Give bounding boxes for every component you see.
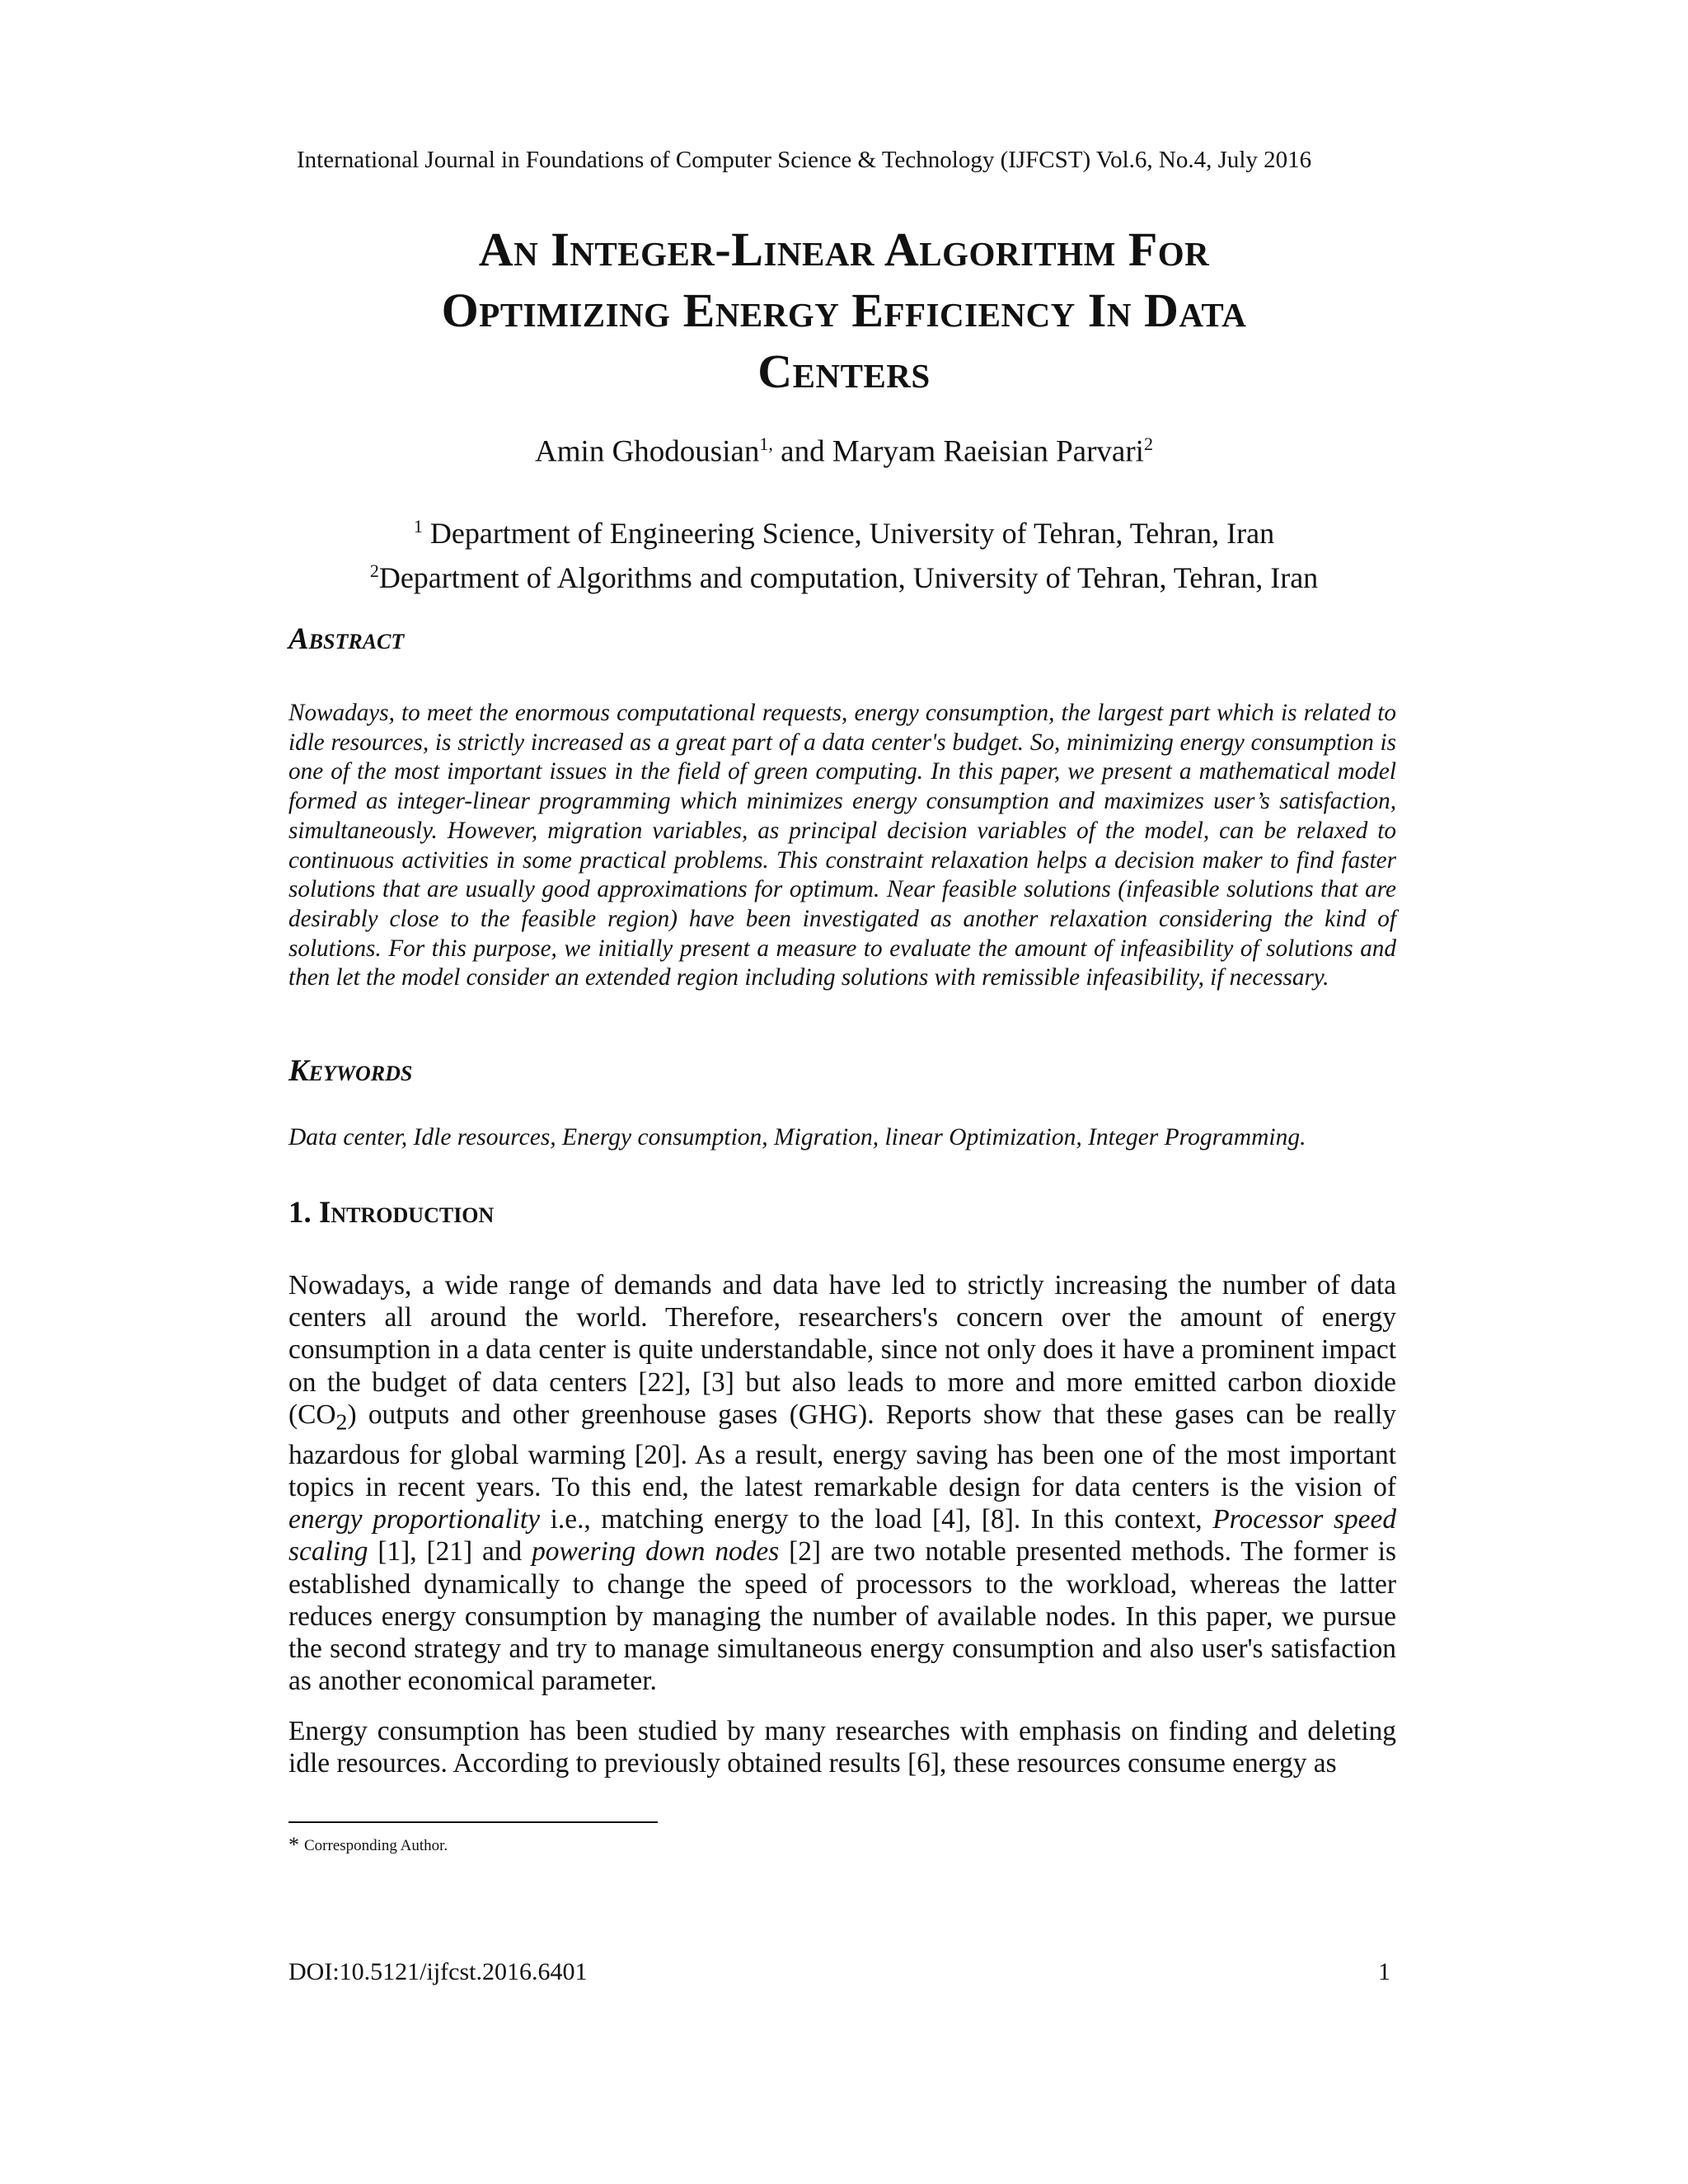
affiliation-2 [0, 552, 1688, 597]
intro-p1-part-e: [2] are two notable presented methods. The former is established dynamically to change the speed of processors to the workload, whereas the latter reduces energy consumption by managing the number of available nodes. In this paper, we pursue the second strategy and try to manage simultaneous energy consumption and also user's satisfaction as another economical parameter. [288, 1536, 1396, 1697]
author-2: Maryam Raeisian Parvari [832, 434, 1144, 469]
affiliation-1-mark: 1 [413, 516, 423, 537]
author-connector: and [772, 434, 832, 469]
affiliation-1 [0, 508, 1688, 552]
abstract-heading: Abstract [288, 622, 405, 656]
affiliation-2-text: Department of Algorithms and computation, University of Tehran, Tehran, Iran [378, 561, 1319, 594]
term-energy-proportionality: energy proportionality [288, 1504, 541, 1535]
intro-p1-part-d: [1], [21] and [368, 1536, 532, 1568]
affiliation-list [0, 508, 1688, 597]
keywords-heading: Keywords [288, 1054, 413, 1088]
keywords-text: Data center, Idle resources, Energy consumption, Migration, linear Optimization, Integer Programming. [288, 1124, 1306, 1151]
co2-subscript: 2 [335, 1409, 348, 1436]
running-header: International Journal in Foundations of Computer Science & Technology (IJFCST) Vol.6, No.4, July 2016 [297, 147, 1312, 173]
footnote-text: Corresponding Author. [304, 1837, 448, 1854]
introduction-paragraph-1 [288, 1269, 1396, 1697]
affiliation-2-mark: 2 [369, 560, 379, 581]
affiliation-1-text: Department of Engineering Science, University of Tehran, Tehran, Iran [422, 517, 1275, 550]
title-line-3: Centers [757, 344, 931, 398]
author-2-affiliation-mark: 2 [1143, 434, 1153, 454]
footnote [288, 1833, 448, 1858]
page-number: 1 [1378, 1958, 1390, 1985]
term-powering-down-nodes: powering down nodes [532, 1536, 780, 1568]
intro-p1-part-a: Nowadays, a wide range of demands and data have led to strictly increasing the number of data centers all around the world. Therefore, researchers's concern over the amount of energy consumption in a data center is quite understandable, since not only does it have a prominent impact on the budget of data centers [22], [3] but also leads to more and more emitted carbon dioxide (CO [288, 1270, 1396, 1430]
doi-footer: DOI:10.5121/ijfcst.2016.6401 [288, 1958, 588, 1985]
introduction-paragraph-2: Energy consumption has been studied by many researches with emphasis on finding and deleting idle resources. According to previously obtained results [6], these resources consume energy as [288, 1716, 1396, 1779]
paper-title [247, 219, 1441, 402]
intro-p1-part-c: i.e., matching energy to the load [4], [8]. In this context, [540, 1504, 1213, 1535]
abstract-text: Nowadays, to meet the enormous computational requests, energy consumption, the largest part which is related to idle resources, is strictly increased as a great part of a data center's budget. So, minimizing energy consumption is one of the most important issues in the field of green computing. In this paper, we present a mathematical model formed as integer-linear programming which minimizes energy consumption and maximizes user’s satisfaction, simultaneously. However, migration variables, as principal decision variables of the model, can be relaxed to continuous activities in some practical problems. This constraint relaxation helps a decision maker to find faster solutions that are usually good approximations for optimum. Near feasible solutions (infeasible solutions that are desirably close to the feasible region) have been investigated as another relaxation considering the kind of solutions. For this purpose, we initially present a measure to evaluate the amount of infeasibility of solutions and then let the model consider an extended region including solutions with remissible infeasibility, if necessary. [288, 700, 1396, 991]
title-line-2: Optimizing Energy Efficiency In Data [441, 284, 1247, 337]
term-processor-speed-scaling: Processor speed scaling [288, 1504, 1397, 1568]
footnote-divider [288, 1821, 658, 1823]
intro-p1-part-b: ) outputs and other greenhouse gases (GHG). Reports show that these gases can be really hazardous for global warming [20]. As a result, energy saving has been one of the most important topics in recent years. To this end, the latest remarkable design for data centers is the vision of [288, 1399, 1396, 1502]
author-1: Amin Ghodousian [535, 434, 760, 469]
footnote-mark: * [288, 1833, 299, 1857]
title-line-1: An Integer-Linear Algorithm For [478, 223, 1210, 276]
section-heading-introduction: 1. Introduction [288, 1196, 495, 1230]
author-1-affiliation-mark: 1, [759, 434, 773, 454]
author-list [0, 434, 1688, 469]
